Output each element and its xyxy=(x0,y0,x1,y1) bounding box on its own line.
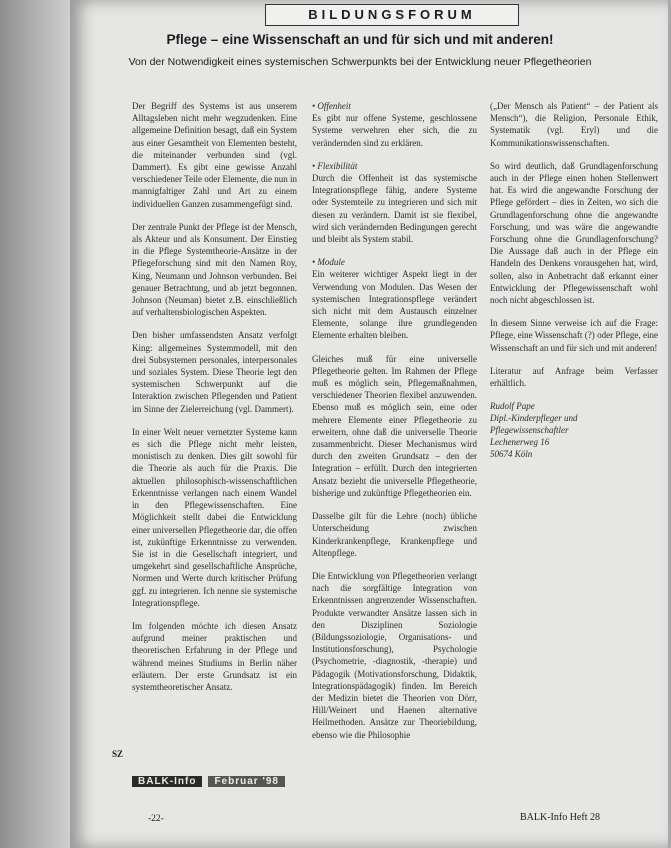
author-city: 50674 Köln xyxy=(490,449,533,460)
paragraph: Der Begriff des Systems ist aus unserem Alltagsleben nicht mehr wegzudenken. Eine allgemeine Definition besagt, daß ein System aus einer Gesamtheit von Elementen besteht, die miteinander verbunden sind (vgl. Dammert). Es gibt eine gewisse Anzahl verschiedener Teile oder Elemente, die nun in mannigfaltiger Zahl und Art zu einem individuellen Ganzen zusammengefügt sind. xyxy=(132,101,297,209)
paragraph: In einer Welt neuer vernetzter Systeme kann es sich die Pflege nicht mehr leisten, monistisch zu denken. Dies gilt sowohl für die Theorie als auch für die Praxis. Die aktuellen philosophisch-wissenschaftlichen Erkenntnisse verlangen nach einem Wandel in den Pflegewissenschaften. Eine Möglichkeit stellt dabei die Entwicklung einer universellen Pflegetheorie dar, die offen ist, zukünftige Erkenntnisse zu verwenden. Sie ist in die Gesellschaft integriert, und umgekehrt sind gesellschaftliche Ansprüche, Normen und Werte durch kritischer Prüfung ggf. zu integrieren. Ich nenne sie systemische Integrationspflege. xyxy=(132,426,297,608)
page-gutter-shadow xyxy=(0,0,70,848)
paragraph: So wird deutlich, daß Grundlagenforschung auch in der Pflege einen hohen Stellenwert hat. Es wird die angewandte Forschung der Pflege gefördert – dies in Zeiten, wo sich die Grundlagenforschung ohne die angewandte Forschung, und was wäre die angewandte Forschung ohne die Grundlagenforschung? Die Aussage daß auch in der Pflege ein Handeln des Denkens vorausgehen hat, wird, sollen, also in Anbetracht daß erkannt einer Entwicklung der Pflegewissenschaft wohl noch nicht abgeschlossen ist. xyxy=(490,160,658,306)
paragraph: Es gibt nur offene Systeme, geschlossene Systeme verwehren eher sich, die zu verändernden sind zu erklären. xyxy=(312,113,477,148)
paragraph: Gleiches muß für eine universelle Pflegetheorie gelten. Im Rahmen der Pflege muß es möglich sein, Pflegemaßnahmen, verschiedener Theorien flexibel anzuwenden. Ebenso muß es möglich sein, eine oder mehrere Elemente einer Pflegetheorie zu erweitern, ohne daß die universelle Theorie zusammenbricht. Dieser Mechanismus wird durch den zweiten Grundsatz – den der Integration – erfüllt. Durch den integrierten Ansatz bezieht die universelle Pflegetheorie, bisherige und zukünftige Pflegetheorien ein. xyxy=(312,353,477,498)
paragraph: Im folgenden möchte ich diesen Ansatz aufgrund meiner praktischen und theoretischen Erfahrung in der Pflege und während meines Studiums in Berlin näher erläutern. Der erste Grundsatz ist ein systemtheoretischer Ansatz. xyxy=(132,620,297,692)
article-title: Pflege – eine Wissenschaft an und für sich und mit anderen! xyxy=(166,32,554,47)
author-street: Lechenerweg 16 xyxy=(490,437,550,448)
author-address xyxy=(490,400,658,460)
brand-label: BALK-Info xyxy=(132,776,202,787)
paragraph: Ein weiterer wichtiger Aspekt liegt in der Verwendung von Modulen. Das Wesen der systemischen Integrationspflege verändert sich nicht mit dem Austausch einzelner Elemente, solange ihre grundlegenden Elemente erhalten bleiben. xyxy=(312,269,477,341)
bullet-heading-module: • Module xyxy=(312,257,345,268)
paragraph: Den bisher umfassendsten Ansatz verfolgt King: allgemeines Systemmodell, mit den drei Subsystemen personales, interpersonales und soziales System. Diese Theorie legt den systemischen Schwerpunkt auf die Interaktion zwischen Pflegenden und Patient im Sinne der Zielerreichung (vgl. Dammert). xyxy=(132,330,297,414)
text-column-3 xyxy=(490,100,658,460)
paragraph: In diesem Sinne verweise ich auf die Frage: Pflege, eine Wissenschaft (?) oder Pflege, eine Wissenschaft an und für sich und mit anderen! xyxy=(490,318,658,353)
author-role: Pflegewissenschaftler xyxy=(490,425,569,436)
paragraph: Der zentrale Punkt der Pflege ist der Mensch, als Akteur und als Konsument. Der Einstieg in die Pflege Systemtheorie-Ansätze in der Pflegeforschung sind mit den Namen Roy, King, Neumann und Johnson verbunden. Bei genauer Betrachtung, und ab jetzt begonnen. Johnson (Neuman) bietet z.B. einschließlich auf verhaltensbiologischen Aspekten. xyxy=(132,221,297,318)
section-header: BILDUNGSFORUM xyxy=(265,4,519,26)
footer-logo-bar xyxy=(132,775,297,787)
text-column-1 xyxy=(132,100,297,704)
paragraph: Durch die Offenheit ist das systemische Integrationspflege fähig, andere Systeme oder Systemteile zu integrieren und sich mit diesen zu verändern. Damit ist sie flexibel, wird sich verändernden Bedingungen gerecht und bleibt als System stabil. xyxy=(312,173,477,245)
text-column-2 xyxy=(312,100,477,752)
issue-label: Februar '98 xyxy=(208,776,285,787)
page-number: -22- xyxy=(148,814,164,824)
paragraph: („Der Mensch als Patient“ – der Patient als Mensch“), die Religion, Personale Ethik, Systematik (vgl. Eryl) und die Kommunikationswissenschaften. xyxy=(490,101,658,148)
author-role: Dipl.-Kinderpfleger und xyxy=(490,413,578,424)
paragraph: Die Entwicklung von Pflegetheorien verlangt nach die sorgfältige Integration von Erkenntnissen angrenzender Wissenschaften. Produkte verwandter Ansätze lassen sich in den Disziplinen Soziologie (Bildungssoziologie, Organisations- und Institutionsforschung), Psychologie (Psychometrie, -diagnostik, -therapie) und Pädagogik (Motivationsforschung, Didaktik, Integrationspädagogik) finden. Im Bereich der Medizin bietet die Theorien von Dörr, Hill/Weinert und Haenen alternative Heilmethoden. Ansätze zur Theoriebildung, ebenso wie die Philosophie xyxy=(312,570,477,740)
author-name: Rudolf Pape xyxy=(490,401,535,412)
issue-reference: BALK-Info Heft 28 xyxy=(520,812,600,823)
paragraph: Literatur auf Anfrage beim Verfasser erhältlich. xyxy=(490,365,658,389)
bullet-heading-flexibilitaet: • Flexibilität xyxy=(312,160,358,171)
bullet-heading-offenheit: • Offenheit xyxy=(312,101,351,111)
article-subtitle: Von der Notwendigkeit eines systemischen Schwerpunkts bei der Entwicklung neuer Pflegetheorien xyxy=(128,56,592,68)
margin-mark: SZ xyxy=(112,749,124,759)
paragraph: Dasselbe gilt für die Lehre (noch) übliche Unterscheidung zwischen Kinderkrankenpflege, Krankenpflege und Altenpflege. xyxy=(312,511,477,558)
